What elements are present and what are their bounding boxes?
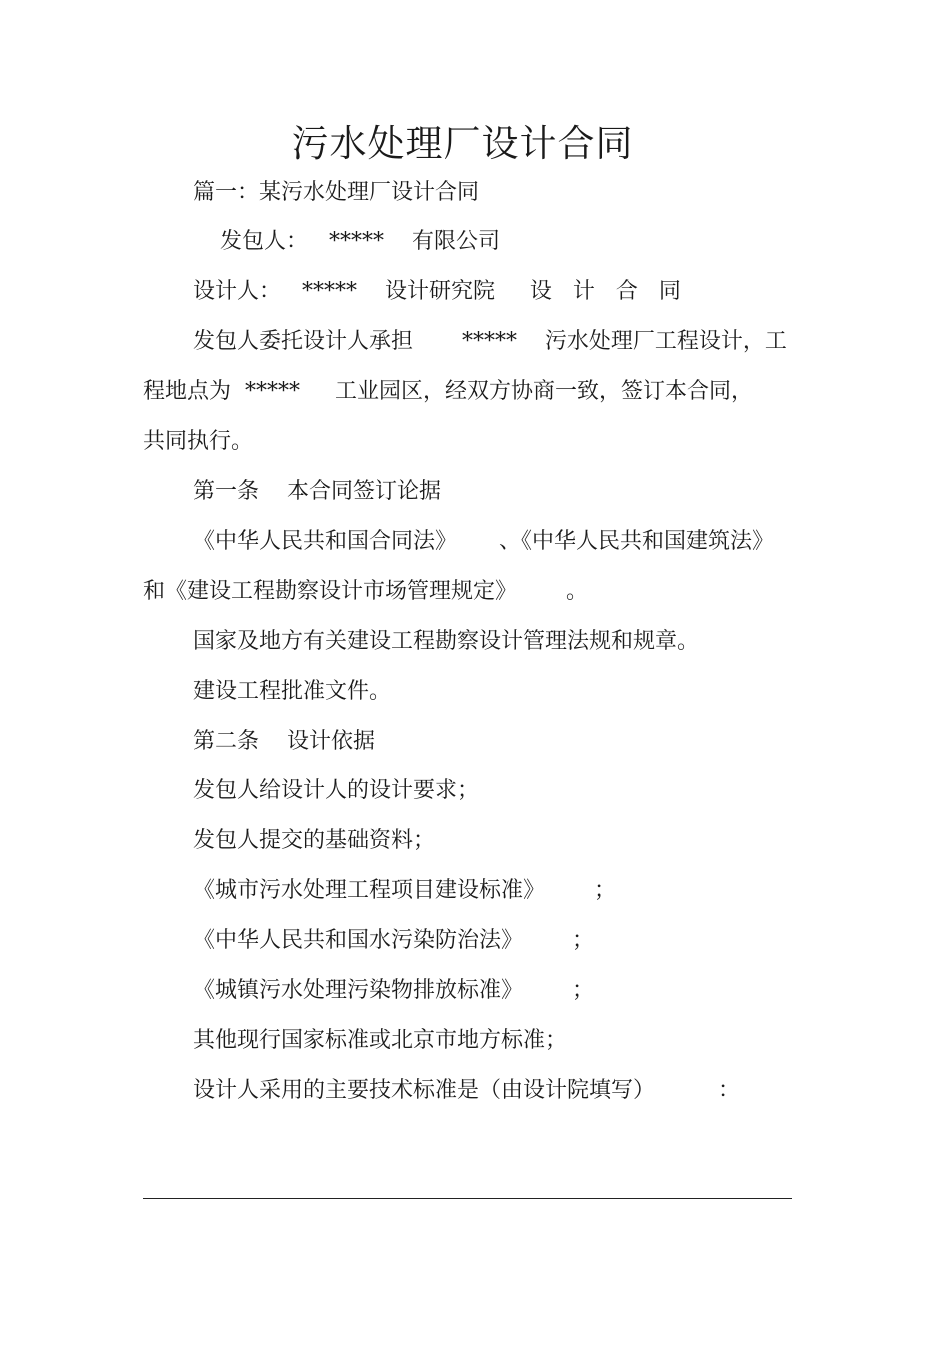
paragraph-line: 发包人提交的基础资料； <box>193 828 436 853</box>
paragraph-line: 国家及地方有关建设工程勘察设计管理法规和规章。 <box>193 629 700 654</box>
fill-in-blank-line <box>143 1198 792 1199</box>
paragraph-line: 程地点为 ***** 工业园区，经双方协商一致，签订本合同， <box>143 379 753 404</box>
paragraph-line: 建设工程批准文件。 <box>193 679 392 704</box>
paragraph-line: 《城镇污水处理污染物排放标准》 ； <box>193 978 594 1003</box>
designer-line: 设计人： ***** 设计研究院 设 计 合 同 <box>193 279 681 304</box>
chapter-heading: 篇一：某污水处理厂设计合同 <box>193 180 480 205</box>
paragraph-line: 发包人给设计人的设计要求； <box>193 778 480 803</box>
paragraph-line: 《中华人民共和国合同法》 、《中华人民共和国建筑法》 <box>193 529 774 554</box>
employer-line: 发包人： ***** 有限公司 <box>220 229 500 254</box>
paragraph-line: 和《建设工程勘察设计市场管理规定》 。 <box>143 579 588 604</box>
paragraph-line: 共同执行。 <box>143 429 254 454</box>
paragraph-line: 设计人采用的主要技术标准是（由设计院填写） ： <box>193 1078 740 1103</box>
article-2-heading: 第二条 设计依据 <box>193 729 375 754</box>
document-title: 污水处理厂设计合同 <box>291 122 634 165</box>
article-1-heading: 第一条 本合同签订论据 <box>193 479 441 504</box>
paragraph-line: 《城市污水处理工程项目建设标准》 ； <box>193 878 616 903</box>
paragraph-line: 其他现行国家标准或北京市地方标准； <box>193 1028 568 1053</box>
paragraph-line: 《中华人民共和国水污染防治法》 ； <box>193 928 594 953</box>
paragraph-line: 发包人委托设计人承担 ***** 污水处理厂工程设计，工 <box>193 329 787 354</box>
